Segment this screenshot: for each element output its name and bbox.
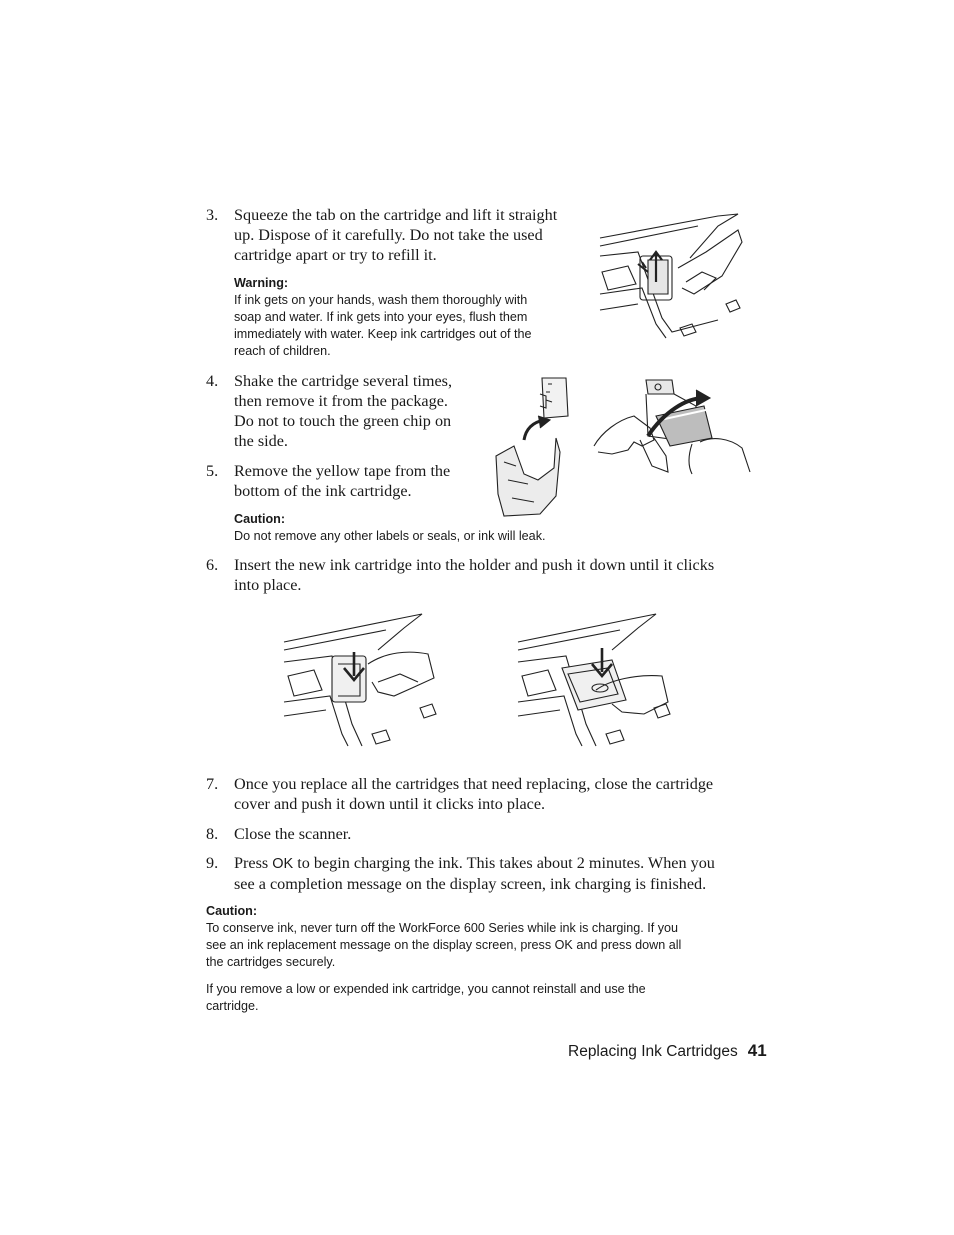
caution-text-segment: and press down all bbox=[572, 938, 682, 952]
step-text-line: cover and push it down until it clicks into place. bbox=[234, 795, 546, 813]
step-text-line: then remove it from the package. bbox=[234, 392, 448, 410]
caution-text-line: the cartridges securely. bbox=[206, 955, 336, 969]
step-text-segment: to begin charging the ink. This takes about 2 minutes. When you bbox=[293, 854, 715, 872]
step-text-line: Close the scanner. bbox=[234, 825, 352, 843]
warning-text-line: If ink gets on your hands, wash them thoroughly with bbox=[234, 293, 528, 307]
step-text-line: cartridge apart or try to refill it. bbox=[234, 246, 437, 264]
caution-text-line: To conserve ink, never turn off the WorkForce 600 Series while ink is charging. If you bbox=[206, 921, 679, 935]
insert-cartridge-illustration bbox=[282, 612, 438, 750]
caution-text-segment: see an ink replacement message on the display screen, press bbox=[206, 938, 555, 952]
step-number: 3. bbox=[206, 206, 219, 224]
ok-button-label: OK bbox=[272, 856, 294, 872]
step-number: 8. bbox=[206, 825, 219, 843]
caution-note bbox=[206, 903, 746, 971]
step-text-line: Once you replace all the cartridges that need replacing, close the cartridge bbox=[234, 775, 714, 793]
caution-text: Do not remove any other labels or seals, or ink will leak. bbox=[234, 529, 546, 543]
step-text-line bbox=[234, 853, 749, 874]
remove-tape-illustration bbox=[592, 376, 752, 476]
step-text-line: see a completion message on the display screen, ink charging is finished. bbox=[234, 875, 707, 893]
step-text-line: Do not to touch the green chip on bbox=[234, 412, 452, 430]
note-text-line: If you remove a low or expended ink cartridge, you cannot reinstall and use the bbox=[206, 982, 646, 996]
step-number: 7. bbox=[206, 775, 219, 793]
step-number: 9. bbox=[206, 854, 219, 872]
section-title: Replacing Ink Cartridges bbox=[568, 1043, 738, 1060]
caution-label: Caution: bbox=[206, 904, 258, 918]
step-number: 6. bbox=[206, 556, 219, 574]
caution-text-line bbox=[206, 937, 746, 954]
step-text-line: Insert the new ink cartridge into the holder and push it down until it clicks bbox=[234, 556, 715, 574]
unpack-cartridge-illustration bbox=[494, 376, 576, 518]
step-number: 4. bbox=[206, 372, 219, 390]
warning-text-line: immediately with water. Keep ink cartridges out of the bbox=[234, 327, 532, 341]
warning-note bbox=[234, 275, 579, 360]
info-note bbox=[206, 981, 746, 1015]
step-text-line: Shake the cartridge several times, bbox=[234, 372, 452, 390]
push-cartridge-illustration bbox=[516, 612, 672, 750]
page-footer bbox=[568, 1041, 767, 1061]
warning-text-line: soap and water. If ink gets into your eyes, flush them bbox=[234, 310, 528, 324]
ok-button-label: OK bbox=[554, 938, 573, 952]
warning-label: Warning: bbox=[234, 276, 289, 290]
step-text-segment: Press bbox=[234, 854, 273, 872]
step-text-line: Squeeze the tab on the cartridge and lift it straight bbox=[234, 206, 558, 224]
step-text-line: Remove the yellow tape from the bbox=[234, 462, 451, 480]
caution-label: Caution: bbox=[234, 512, 286, 526]
step-number: 5. bbox=[206, 462, 219, 480]
page-number: 41 bbox=[747, 1041, 767, 1060]
note-text-line: cartridge. bbox=[206, 999, 259, 1013]
warning-text-line: reach of children. bbox=[234, 344, 331, 358]
step-text-line: the side. bbox=[234, 432, 288, 450]
step-text-line: into place. bbox=[234, 576, 302, 594]
caution-note bbox=[234, 511, 634, 545]
step-text-line: up. Dispose of it carefully. Do not take the used bbox=[234, 226, 543, 244]
step-text-line: bottom of the ink cartridge. bbox=[234, 482, 412, 500]
remove-cartridge-illustration bbox=[598, 212, 744, 342]
